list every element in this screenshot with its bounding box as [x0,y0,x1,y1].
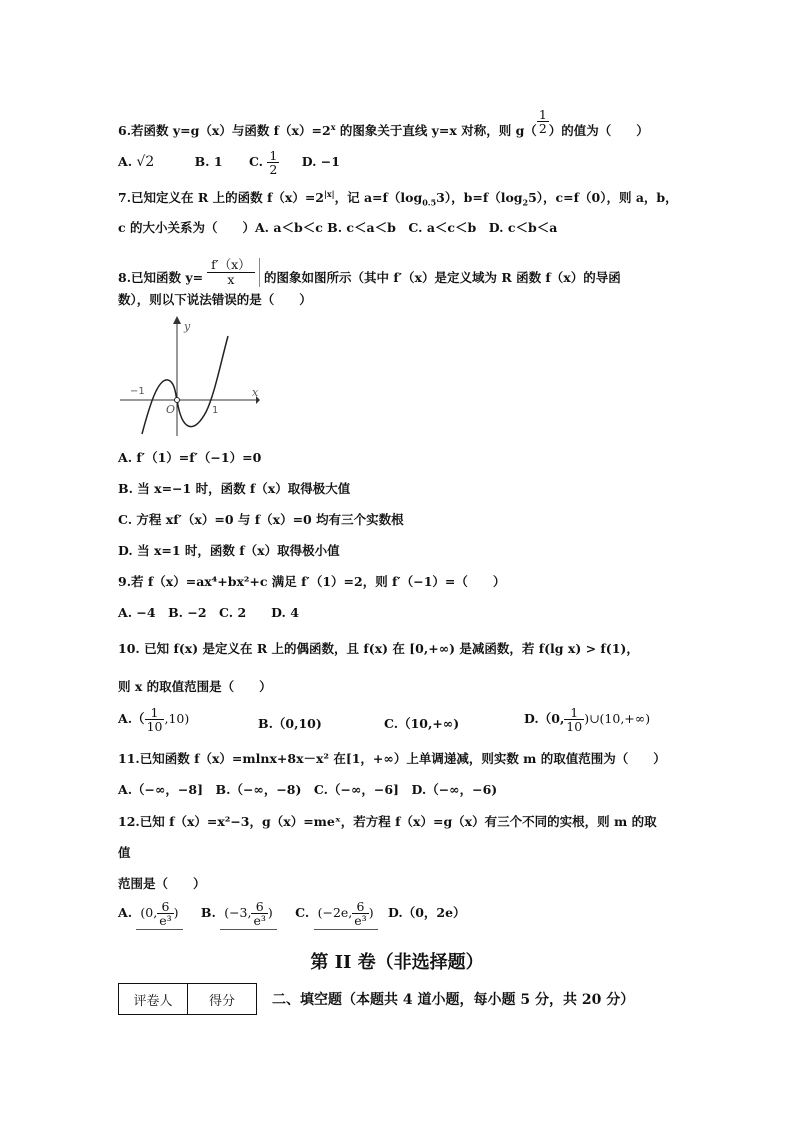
q11-stem: 11.已知函数 f（x）=mlnx+8x－x² 在[1，+∞）上单调递减，则实数 m 的取值范围为（ ） [118,751,666,766]
grader-cell: 评卷人 [119,984,188,1015]
frac-den: e³ [159,913,172,929]
frac-num: 1 [538,107,547,122]
q6-fraction [537,108,549,135]
frac-num: 1 [269,148,278,163]
option-label: B. [200,905,216,921]
frac-den: 10 [566,719,583,735]
q12a-fraction [157,900,173,927]
tick-1: 1 [212,405,219,416]
interval-left: (0, [140,905,158,921]
q9-options: A. −4 B. −2 C. 2 D. 4 [118,605,299,620]
q6-option-c [249,149,279,176]
q10-option-b: B.（0,10) [258,716,322,731]
q6c-fraction [267,149,279,176]
interval-right: ) [368,905,374,921]
score-table [118,983,257,1015]
q7-stem [118,188,678,208]
q6-option-d: D. −1 [301,154,340,170]
q12c-interval [314,900,378,930]
q12-line2: 值 [118,845,131,860]
q12-option-b [201,900,277,930]
q8-part: 的图象如图所示（其中 f′（x）是定义域为 R 函数 f（x）的导函 [259,269,621,285]
option-value: √2 [136,154,155,171]
frac-num: f′（x） [207,258,255,273]
q8-line2: 数），则以下说法错误的是（ ） [118,292,312,307]
x-label: x [252,386,259,399]
q11-options: A.（−∞，−8] B.（−∞，−8) C.（−∞，−6] D.（−∞，−6) [118,782,498,797]
tick-neg1: −1 [130,386,145,397]
q10-option-d [524,706,650,733]
y-label: y [184,320,191,333]
q7-part: 3），b=f（log [436,190,523,205]
q12b-fraction [251,900,267,927]
frac-num: 1 [564,706,584,720]
q12b-interval [220,900,277,930]
q10-option-c: C.（10,+∞) [384,716,460,731]
q7-sup: |x| [324,188,335,199]
option-label: C. [248,154,264,170]
frac-den: 2 [538,121,547,137]
q12-line3: 范围是（ ） [118,876,206,891]
frac-num: 1 [145,706,165,720]
q6-options [118,149,340,176]
frac-num: 6 [157,900,173,914]
q7-sub: 0.5 [422,197,437,208]
q9-stem: 9.若 f（x）=ax⁴+bx²+c 满足 f′（1）=2，则 f′（−1）=（ ） [118,574,506,589]
q12-option-a [118,900,183,930]
option-label: A.（ [118,711,145,727]
q7-part: 7.已知定义在 R 上的函数 f（x）=2 [118,190,324,205]
y-axis-arrow [173,316,181,324]
option-label: A. [118,154,133,170]
curve [142,336,228,434]
q8-option-a: A. f′（1）=f′（−1）=0 [118,450,262,465]
q10a-fraction [145,706,165,733]
fill-in-section-heading: 二、填空题（本题共 4 道小题，每小题 5 分，共 20 分） [272,992,635,1008]
q7-line2: c 的大小关系为（ ）A. a＜b＜c B. c＜a＜b C. a＜c＜b D. c＜b＜a [118,220,558,235]
frac-den: 10 [146,719,163,735]
q12-stem: 12.已知 f（x）=x²−3，g（x）=meˣ，若方程 f（x）=g（x）有三个不同的实根，则 m 的取 [118,814,657,829]
frac-den: 2 [269,162,278,178]
frac-num: 6 [352,900,368,914]
interval-left: (−3, [224,905,252,921]
frac-num: 6 [251,900,267,914]
option-tail: )∪(10,+∞) [584,711,651,727]
q6-stem-part: ）的值为（ ） [548,123,649,139]
q8-part: 8.已知函数 y= [118,269,204,285]
q10-option-a [118,706,189,733]
q6-option-b: B. 1 [194,154,223,170]
option-tail: ,10) [164,711,190,727]
frac-den: x [227,271,235,287]
score-cell: 得分 [188,984,257,1015]
q10-line2: 则 x 的取值范围是（ ） [118,679,272,694]
q12-options [118,900,466,930]
q12-option-d: D.（0，2e） [387,905,466,921]
origin-label: O [166,403,176,416]
q12-option-c [295,900,377,930]
option-label: A. [118,905,133,921]
section-title: 第 II 卷（非选择题） [310,952,484,973]
q7-sub: 2 [522,197,529,208]
q12a-interval [136,900,182,930]
q6-stem-part: 6.若函数 y=g（x）与函数 f（x）=2 [118,123,331,139]
q6-sup: x [330,121,336,132]
frac-den: e³ [253,913,266,929]
q8-fraction [203,258,260,287]
q6-stem [118,107,649,145]
q6-option-a [118,154,154,170]
q12c-fraction [352,900,368,927]
q8-stem [118,257,621,293]
frac-den: e³ [354,913,367,929]
q7-part: ，记 a=f（log [334,190,423,205]
q8-graph [120,316,260,438]
interval-left: (−2e, [317,905,353,921]
q8-option-c: C. 方程 xf′（x）=0 与 f（x）=0 均有三个实数根 [118,512,404,527]
q6-stem-part: 的图象关于直线 y=x 对称，则 g（ [335,123,537,139]
q8-option-d: D. 当 x=1 时，函数 f（x）取得极小值 [118,543,340,558]
q10d-fraction [564,706,584,733]
interval-right: ) [173,905,179,921]
option-label: C. [295,905,310,921]
origin-hole [175,398,180,403]
q8-option-b: B. 当 x=−1 时，函数 f（x）取得极大值 [118,481,351,496]
q7-part: 5），c=f（0），则 a，b， [528,190,678,205]
q10-stem: 10. 已知 f(x) 是定义在 R 上的偶函数，且 f(x) 在 [0,+∞) 是减函数，若 f(lg x) > f(1)， [118,641,639,656]
option-label: D.（0, [524,711,565,727]
interval-right: ) [267,905,273,921]
